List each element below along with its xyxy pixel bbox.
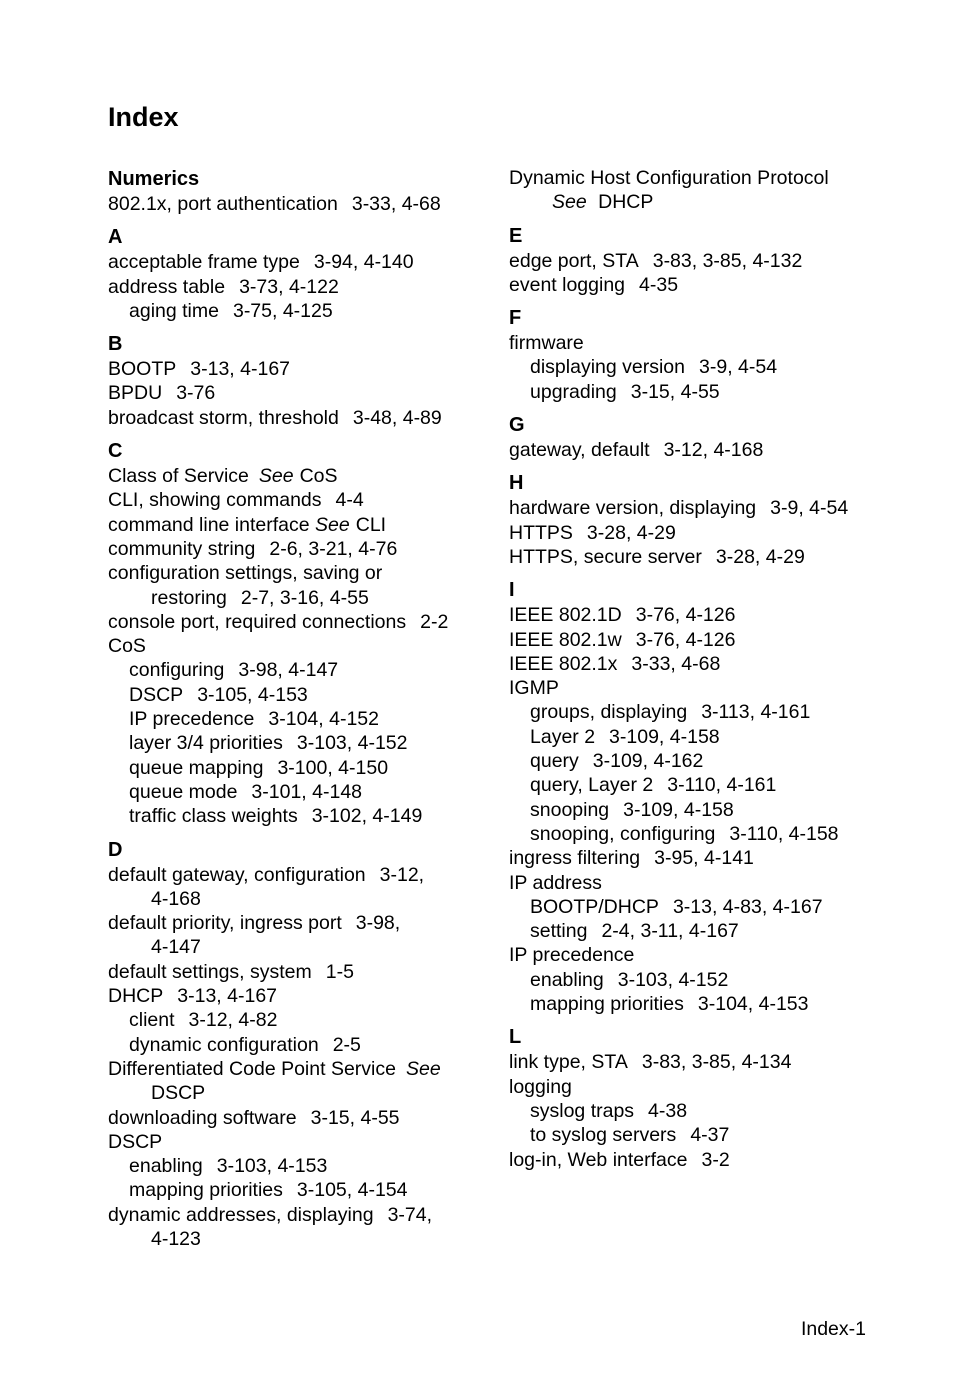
index-entry [509, 166, 879, 190]
index-subentry [509, 380, 879, 404]
entry-term: queue mode [129, 780, 238, 803]
entry-pages: 3-103, 4-152 [617, 968, 729, 991]
index-entry [108, 1057, 488, 1081]
entry-term: gateway, default [509, 439, 650, 462]
entry-term: community string [108, 537, 256, 560]
index-column-left [108, 166, 488, 1259]
index-entry-continuation [108, 1081, 488, 1105]
entry-term: IEEE 802.1x [509, 652, 618, 675]
index-entry-continuation [509, 190, 879, 214]
entry-pages: 3-104, 4-152 [268, 708, 379, 731]
entry-pages: 3-33, 4-68 [631, 652, 721, 675]
entry-term: logging [509, 1075, 572, 1098]
entry-pages: 3-95, 4-141 [654, 847, 754, 870]
index-subentry [108, 1178, 488, 1202]
index-entry [108, 192, 488, 216]
entry-term: downloading software [108, 1106, 297, 1129]
entry-pages: 4-35 [639, 273, 679, 296]
index-entry [108, 984, 488, 1008]
entry-pages: 3-12, 4-82 [188, 1009, 278, 1032]
index-entry [108, 357, 488, 381]
entry-term: event logging [509, 273, 626, 296]
entry-pages: 1-5 [325, 960, 354, 983]
index-subentry [509, 1123, 879, 1147]
index-entry [509, 438, 879, 462]
entry-pages: 4-4 [335, 489, 364, 512]
entry-pages: 3-109, 4-162 [592, 750, 704, 773]
index-subentry [108, 780, 488, 804]
index-subentry [509, 773, 879, 797]
index-entry [108, 1130, 488, 1154]
index-subentry [509, 895, 879, 919]
entry-pages: 3-105, 4-153 [197, 683, 308, 706]
index-entry [509, 628, 879, 652]
index-subentry [108, 804, 488, 828]
index-entry [108, 537, 488, 561]
entry-term: edge port, STA [509, 249, 639, 272]
entry-term: link type, STA [509, 1051, 628, 1074]
entry-term: query, Layer 2 [530, 774, 654, 797]
entry-pages: 3-48, 4-89 [352, 406, 442, 429]
section-heading: Numerics [108, 168, 200, 190]
entry-term: mapping priorities [530, 993, 684, 1016]
entry-term: enabling [530, 968, 604, 991]
index-entry [108, 513, 488, 537]
entry-pages: 3-83, 3-85, 4-132 [652, 249, 803, 272]
index-entry-continuation [108, 1227, 488, 1251]
index-section-c [108, 438, 488, 828]
index-entry [509, 603, 879, 627]
entry-term: traffic class weights [129, 805, 298, 828]
index-entry [509, 652, 879, 676]
entry-pages: 3-100, 4-150 [277, 756, 389, 779]
entry-pages: 3-13, 4-167 [177, 985, 278, 1008]
index-subentry [108, 756, 488, 780]
section-heading: D [108, 838, 123, 861]
entry-term: configuring [129, 659, 225, 682]
index-entry [108, 464, 488, 488]
index-subentry [509, 700, 879, 724]
entry-term: BPDU [108, 382, 163, 405]
index-subentry [108, 1008, 488, 1032]
entry-term: queue mapping [129, 756, 264, 779]
entry-pages: 3-113, 4-161 [701, 701, 811, 724]
entry-pages: 3-109, 4-158 [609, 725, 720, 748]
index-entry [509, 273, 879, 297]
entry-term: upgrading [530, 380, 617, 403]
index-entry [108, 406, 488, 430]
index-section-a [108, 224, 488, 323]
index-section-d-continued [509, 166, 879, 215]
section-heading: I [509, 579, 515, 602]
entry-pages: 3-12, 4-168 [663, 439, 764, 462]
entry-pages-continued: 4-123 [151, 1227, 201, 1250]
entry-term: CoS [108, 635, 146, 658]
entry-pages: 3-33, 4-68 [351, 193, 441, 215]
index-entry [108, 1106, 488, 1130]
entry-pages: 3-9, 4-54 [699, 356, 778, 379]
entry-pages: 3-76, 4-126 [635, 628, 736, 651]
entry-pages: 3-101, 4-148 [251, 780, 363, 803]
index-entry [509, 871, 879, 895]
entry-term: CLI, showing commands [108, 489, 322, 512]
index-entry-continuation [108, 887, 488, 911]
entry-pages: 3-13, 4-83, 4-167 [672, 895, 823, 918]
index-entry [509, 1075, 879, 1099]
section-heading: C [108, 440, 123, 463]
entry-term: query [530, 750, 579, 773]
entry-term: groups, displaying [530, 701, 688, 724]
index-entry [108, 863, 488, 887]
entry-pages: 3-74, [387, 1203, 433, 1226]
entry-term: DSCP [108, 1130, 163, 1153]
index-entry [108, 610, 488, 634]
entry-term: ingress filtering [509, 847, 641, 870]
index-subentry [108, 1154, 488, 1178]
entry-term: log-in, Web interface [509, 1148, 688, 1171]
see-target: CoS [299, 465, 338, 488]
see-reference: See [405, 1057, 441, 1080]
entry-pages: 3-98, [355, 912, 401, 935]
index-subentry [108, 1033, 488, 1057]
entry-pages: 2-7, 3-16, 4-55 [240, 586, 369, 609]
entry-pages: 3-103, 4-152 [296, 732, 408, 755]
entry-term: IP address [509, 871, 602, 894]
entry-pages: 3-15, 4-55 [630, 380, 720, 403]
entry-term: syslog traps [530, 1099, 635, 1122]
entry-term: BOOTP/DHCP [530, 895, 659, 918]
index-entry-continuation [108, 935, 488, 959]
entry-term: setting [530, 920, 588, 943]
entry-pages: 3-109, 4-158 [623, 798, 734, 821]
section-heading: A [108, 226, 123, 249]
index-subentry [108, 658, 488, 682]
entry-term: broadcast storm, threshold [108, 406, 339, 429]
index-entry [509, 1148, 879, 1172]
entry-term: default priority, ingress port [108, 912, 342, 935]
entry-pages: 3-12, [379, 863, 425, 886]
index-subentry [509, 919, 879, 943]
index-subentry [509, 749, 879, 773]
entry-term: 802.1x, port authentication [108, 193, 338, 215]
entry-pages: 4-38 [648, 1099, 688, 1122]
entry-term: enabling [129, 1155, 203, 1178]
index-subentry [108, 731, 488, 755]
entry-pages: 3-13, 4-167 [190, 358, 291, 381]
page-number: Index-1 [800, 1318, 866, 1340]
entry-pages: 3-76, 4-126 [635, 604, 736, 627]
entry-pages: 3-28, 4-29 [715, 545, 805, 568]
entry-term: BOOTP [108, 358, 177, 381]
entry-pages: 3-73, 4-122 [239, 275, 339, 298]
entry-term: Differentiated Code Point Service [108, 1057, 396, 1080]
index-section-i [509, 577, 879, 1016]
entry-term: configuration settings, saving or [108, 562, 383, 585]
entry-pages-continued: 4-147 [151, 936, 201, 959]
index-entry [509, 943, 879, 967]
index-section-d [108, 837, 488, 1252]
index-section-g [509, 412, 879, 462]
see-reference: See [552, 191, 587, 214]
entry-pages: 2-2 [420, 610, 449, 633]
entry-term: DSCP [129, 683, 184, 706]
index-section-e [509, 223, 879, 298]
see-target: CLI [355, 513, 387, 536]
entry-term: Dynamic Host Configuration Protocol [509, 167, 829, 189]
index-entry [108, 1203, 488, 1227]
index-entry [108, 250, 488, 274]
entry-term: firmware [509, 332, 584, 355]
index-entry [509, 249, 879, 273]
entry-term: aging time [129, 299, 219, 322]
entry-pages: 3-103, 4-153 [216, 1155, 328, 1178]
entry-pages: 4-37 [690, 1124, 730, 1147]
section-heading: H [509, 472, 524, 495]
entry-term: layer 3/4 priorities [129, 732, 283, 755]
index-subentry [509, 355, 879, 379]
entry-term: hardware version, displaying [509, 497, 757, 520]
section-heading: E [509, 224, 523, 247]
index-subentry [108, 299, 488, 323]
entry-pages: 3-105, 4-154 [296, 1179, 408, 1202]
entry-pages-continued: 4-168 [151, 887, 201, 910]
index-subentry [509, 725, 879, 749]
entry-term: command line interface [108, 513, 310, 536]
index-subentry [108, 707, 488, 731]
index-section-l [509, 1024, 879, 1171]
index-subentry [509, 968, 879, 992]
see-reference: See [258, 465, 294, 488]
entry-term: IEEE 802.1D [509, 604, 622, 627]
index-section-numerics [108, 166, 488, 216]
entry-term: IGMP [509, 677, 559, 700]
entry-term: IEEE 802.1w [509, 628, 622, 651]
entry-pages: 2-4, 3-11, 4-167 [601, 920, 739, 943]
entry-pages: 3-104, 4-153 [697, 993, 809, 1016]
entry-pages: 3-2 [701, 1148, 730, 1171]
index-entry [509, 545, 879, 569]
index-subentry [509, 992, 879, 1016]
entry-term: HTTPS [509, 521, 573, 544]
entry-term: dynamic addresses, displaying [108, 1203, 374, 1226]
section-heading: F [509, 307, 522, 330]
index-entry [108, 488, 488, 512]
entry-pages: 3-102, 4-149 [311, 805, 423, 828]
entry-pages: 3-110, 4-158 [729, 822, 839, 845]
index-entry [509, 1050, 879, 1074]
entry-term: default settings, system [108, 960, 312, 983]
entry-term: IP precedence [509, 944, 635, 967]
see-target: DSCP [151, 1082, 206, 1105]
index-subentry [509, 1099, 879, 1123]
entry-term: snooping [530, 798, 610, 821]
entry-pages: 3-83, 3-85, 4-134 [641, 1051, 792, 1074]
entry-term: HTTPS, secure server [509, 545, 702, 568]
index-section-f [509, 305, 879, 404]
entry-pages: 3-110, 4-161 [667, 774, 777, 797]
entry-pages: 3-75, 4-125 [232, 299, 333, 322]
index-entry [108, 911, 488, 935]
entry-term: Layer 2 [530, 725, 596, 748]
entry-term: snooping, configuring [530, 822, 716, 845]
index-entry-continuation [108, 586, 488, 610]
entry-term: IP precedence [129, 708, 255, 731]
see-target: DHCP [598, 191, 654, 214]
entry-term: acceptable frame type [108, 251, 300, 274]
see-reference: See [315, 513, 350, 536]
entry-term: address table [108, 275, 226, 298]
entry-pages: 3-28, 4-29 [586, 521, 676, 544]
entry-pages: 3-76 [176, 382, 216, 405]
section-heading: G [509, 414, 525, 437]
entry-term: Class of Service [108, 465, 249, 488]
index-subentry [509, 798, 879, 822]
index-subentry [509, 822, 879, 846]
entry-pages: 3-98, 4-147 [238, 659, 339, 682]
index-entry [108, 381, 488, 405]
index-entry [509, 496, 879, 520]
index-section-h [509, 470, 879, 569]
entry-pages: 3-15, 4-55 [310, 1106, 400, 1129]
entry-pages: 2-5 [332, 1033, 361, 1056]
entry-term: mapping priorities [129, 1179, 283, 1202]
index-entry [108, 275, 488, 299]
entry-term: console port, required connections [108, 610, 407, 633]
entry-term: to syslog servers [530, 1124, 677, 1147]
entry-pages: 3-9, 4-54 [770, 497, 849, 520]
section-heading: L [509, 1026, 522, 1049]
index-entry [509, 846, 879, 870]
index-entry [509, 331, 879, 355]
index-column-right [509, 166, 879, 1180]
entry-term: DHCP [108, 985, 164, 1008]
entry-pages: 3-94, 4-140 [313, 251, 414, 274]
entry-term: displaying version [530, 356, 686, 379]
entry-term: default gateway, configuration [108, 863, 366, 886]
index-section-b [108, 331, 488, 430]
entry-term-continued: restoring [151, 586, 227, 609]
index-subentry [108, 683, 488, 707]
entry-term: client [129, 1009, 175, 1032]
entry-term: dynamic configuration [129, 1033, 319, 1056]
page-title: Index [108, 102, 179, 132]
index-entry [509, 676, 879, 700]
index-entry [509, 521, 879, 545]
index-entry [108, 634, 488, 658]
index-entry [108, 960, 488, 984]
section-heading: B [108, 333, 123, 356]
index-entry [108, 561, 488, 585]
entry-pages: 2-6, 3-21, 4-76 [269, 537, 398, 560]
